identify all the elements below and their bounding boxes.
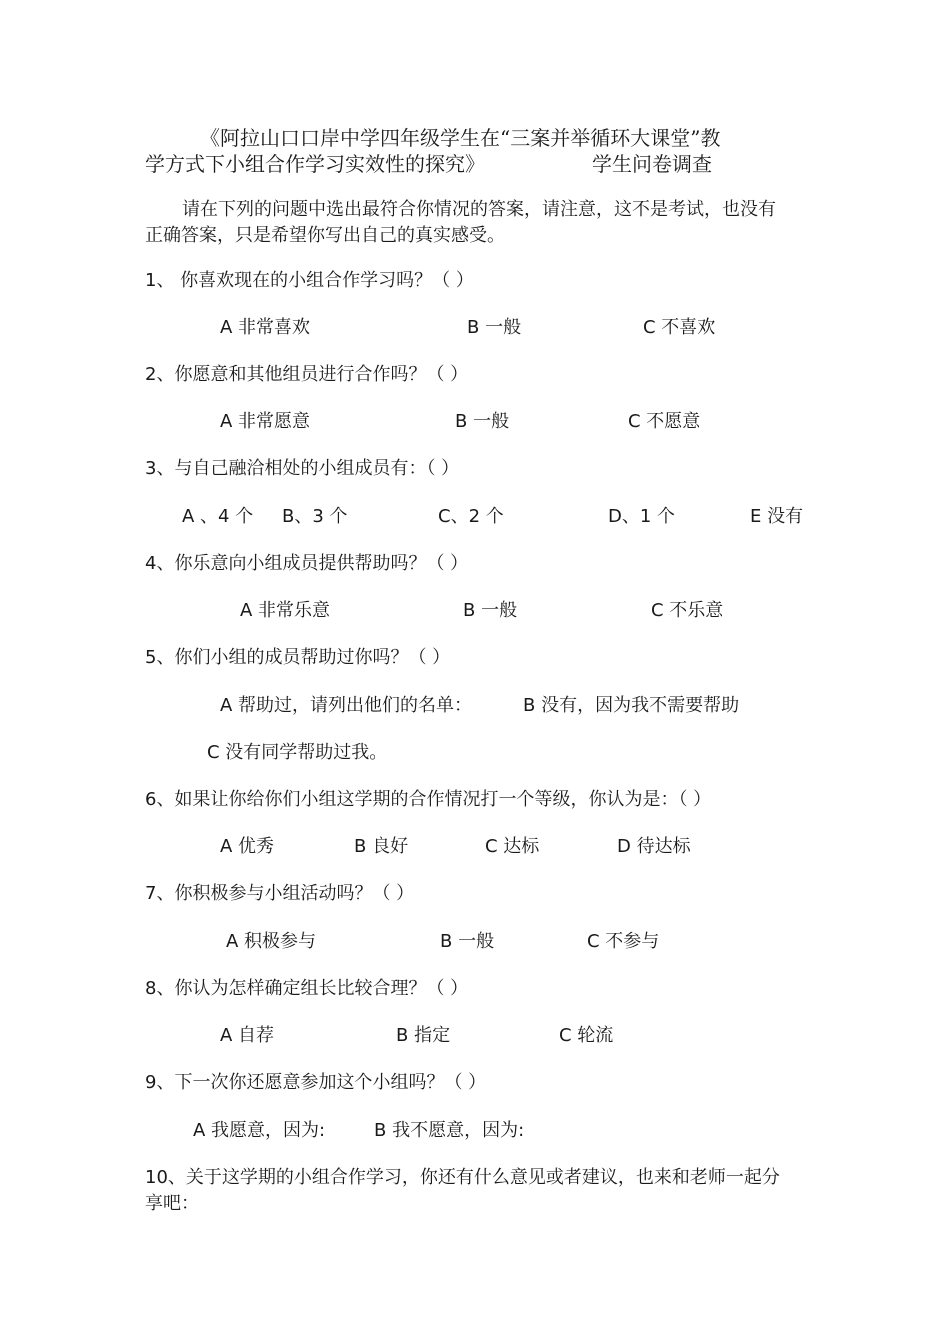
q7-option-a[interactable]: A 积极参与 (226, 931, 317, 952)
q2-option-b[interactable]: B 一般 (455, 411, 510, 432)
question-2: 2、你愿意和其他组员进行合作吗？（ ） (145, 364, 469, 385)
question-1: 1、 你喜欢现在的小组合作学习吗？（ ） (145, 270, 474, 291)
q1-option-c[interactable]: C 不喜欢 (643, 317, 716, 338)
question-8: 8、你认为怎样确定组长比较合理？（ ） (145, 978, 469, 999)
q8-option-c[interactable]: C 轮流 (559, 1025, 614, 1046)
q4-option-b[interactable]: B 一般 (463, 600, 518, 621)
question-3: 3、与自己融洽相处的小组成员有：（ ） (145, 458, 460, 479)
q5-option-a[interactable]: A 帮助过，请列出他们的名单： (220, 695, 473, 716)
question-7: 7、你积极参与小组活动吗？（ ） (145, 883, 415, 904)
question-5: 5、你们小组的成员帮助过你吗？（ ） (145, 647, 451, 668)
question-9: 9、下一次你还愿意参加这个小组吗？（ ） (145, 1072, 487, 1093)
intro-line-2: 正确答案，只是希望你写出自己的真实感受。 (145, 225, 505, 246)
q6-option-a[interactable]: A 优秀 (220, 836, 275, 857)
q6-option-c[interactable]: C 达标 (485, 836, 540, 857)
q3-option-d[interactable]: D、1 个 (608, 506, 676, 527)
q6-option-b[interactable]: B 良好 (354, 836, 409, 857)
q3-option-b[interactable]: B、3 个 (282, 506, 348, 527)
q5-option-b[interactable]: B 没有，因为我不需要帮助 (523, 695, 740, 716)
q8-option-a[interactable]: A 自荐 (220, 1025, 275, 1046)
intro-line-1: 请在下列的问题中选出最符合你情况的答案，请注意，这不是考试，也没有 (182, 199, 776, 220)
q9-option-b[interactable]: B 我不愿意，因为: (374, 1120, 525, 1141)
title-line-2-right: 学生问卷调查 (592, 152, 712, 176)
title-line-1: 《阿拉山口口岸中学四年级学生在“三案并举循环大课堂”教 (200, 126, 721, 150)
q7-option-c[interactable]: C 不参与 (587, 931, 660, 952)
q2-option-a[interactable]: A 非常愿意 (220, 411, 311, 432)
q7-option-b[interactable]: B 一般 (440, 931, 495, 952)
q5-option-c[interactable]: C 没有同学帮助过我。 (207, 742, 388, 763)
question-10: 10、关于这学期的小组合作学习，你还有什么意见或者建议，也来和老师一起分 (145, 1167, 780, 1188)
title-line-2-left: 学方式下小组合作学习实效性的探究》 (145, 152, 485, 176)
q6-option-d[interactable]: D 待达标 (617, 836, 691, 857)
q1-option-b[interactable]: B 一般 (467, 317, 522, 338)
q4-option-c[interactable]: C 不乐意 (651, 600, 724, 621)
q3-option-e[interactable]: E 没有 (750, 506, 804, 527)
q1-option-a[interactable]: A 非常喜欢 (220, 317, 311, 338)
q3-option-c[interactable]: C、2 个 (438, 506, 504, 527)
q3-option-a[interactable]: A 、4 个 (182, 506, 254, 527)
q8-option-b[interactable]: B 指定 (396, 1025, 451, 1046)
question-4: 4、你乐意向小组成员提供帮助吗？（ ） (145, 553, 469, 574)
q9-option-a[interactable]: A 我愿意，因为: (193, 1120, 326, 1141)
question-6: 6、如果让你给你们小组这学期的合作情况打一个等级，你认为是：（ ） (145, 789, 712, 810)
q4-option-a[interactable]: A 非常乐意 (240, 600, 331, 621)
q2-option-c[interactable]: C 不愿意 (628, 411, 701, 432)
question-10-continued: 享吧： (145, 1193, 199, 1214)
